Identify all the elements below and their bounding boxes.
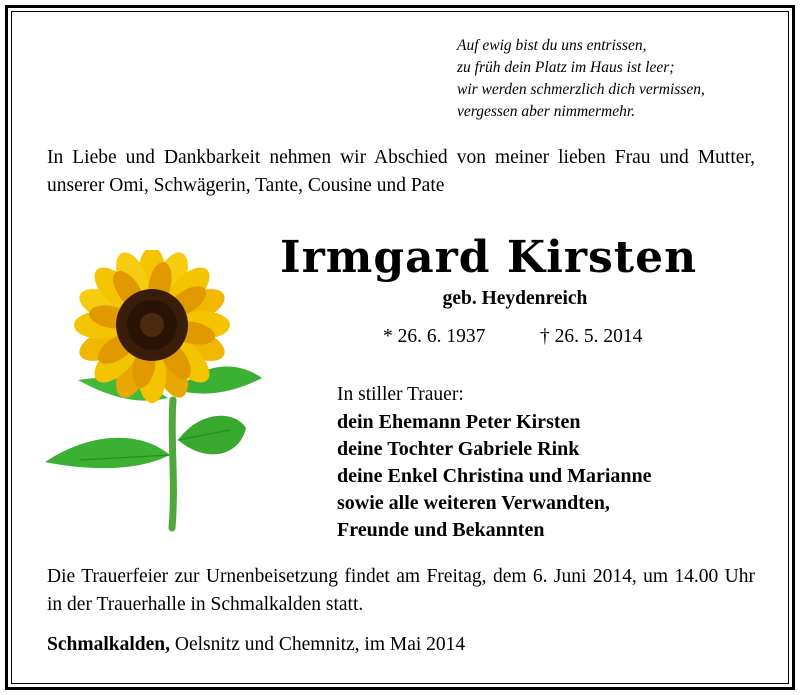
mourner-line: sowie alle weiteren Verwandten, (337, 492, 610, 514)
leaf-right-bottom (178, 416, 246, 455)
funeral-info: Die Trauerfeier zur Urnenbeisetzung findet am Freitag, dem 6. Juni 2014, um 14.00 Uhr in der Trauerhalle in Schmalkalden statt. (47, 566, 755, 615)
poem-line: vergessen aber nimmermehr. (457, 103, 636, 120)
mourners-intro: In stiller Trauer: (337, 384, 464, 405)
mourner-line: deine Enkel Christina und Marianne (337, 465, 652, 487)
poem-line: wir werden schmerzlich dich vermissen, (457, 81, 705, 98)
mourners-list (337, 409, 652, 544)
place-date (47, 631, 465, 659)
sunflower-petals (74, 250, 230, 403)
place-rest: Oelsnitz und Chemnitz, im Mai 2014 (170, 634, 466, 655)
deceased-name: Irmgard Kirsten (280, 232, 698, 283)
maiden-name: geb. Heydenreich (442, 288, 588, 309)
place-city: Schmalkalden, (47, 634, 170, 655)
birth-date: * 26. 6. 1937 (383, 326, 486, 347)
sunflower-stem (172, 400, 173, 528)
poem (457, 35, 777, 123)
poem-line: zu früh dein Platz im Haus ist leer; (457, 59, 675, 76)
poem-line: Auf ewig bist du uns entrissen, (457, 37, 647, 54)
intro-text: In Liebe und Dankbarkeit nehmen wir Abschied von meiner lieben Frau und Mutter, unserer Omi, Schwägerin, Tante, Cousine und Pate (47, 147, 755, 196)
sunflower-image (40, 250, 270, 535)
mourner-line: dein Ehemann Peter Kirsten (337, 411, 581, 433)
death-date: † 26. 5. 2014 (540, 326, 643, 347)
mourner-line: Freunde und Bekannten (337, 519, 545, 541)
leaf-left-bottom (45, 438, 170, 468)
mourner-line: deine Tochter Gabriele Rink (337, 438, 580, 460)
